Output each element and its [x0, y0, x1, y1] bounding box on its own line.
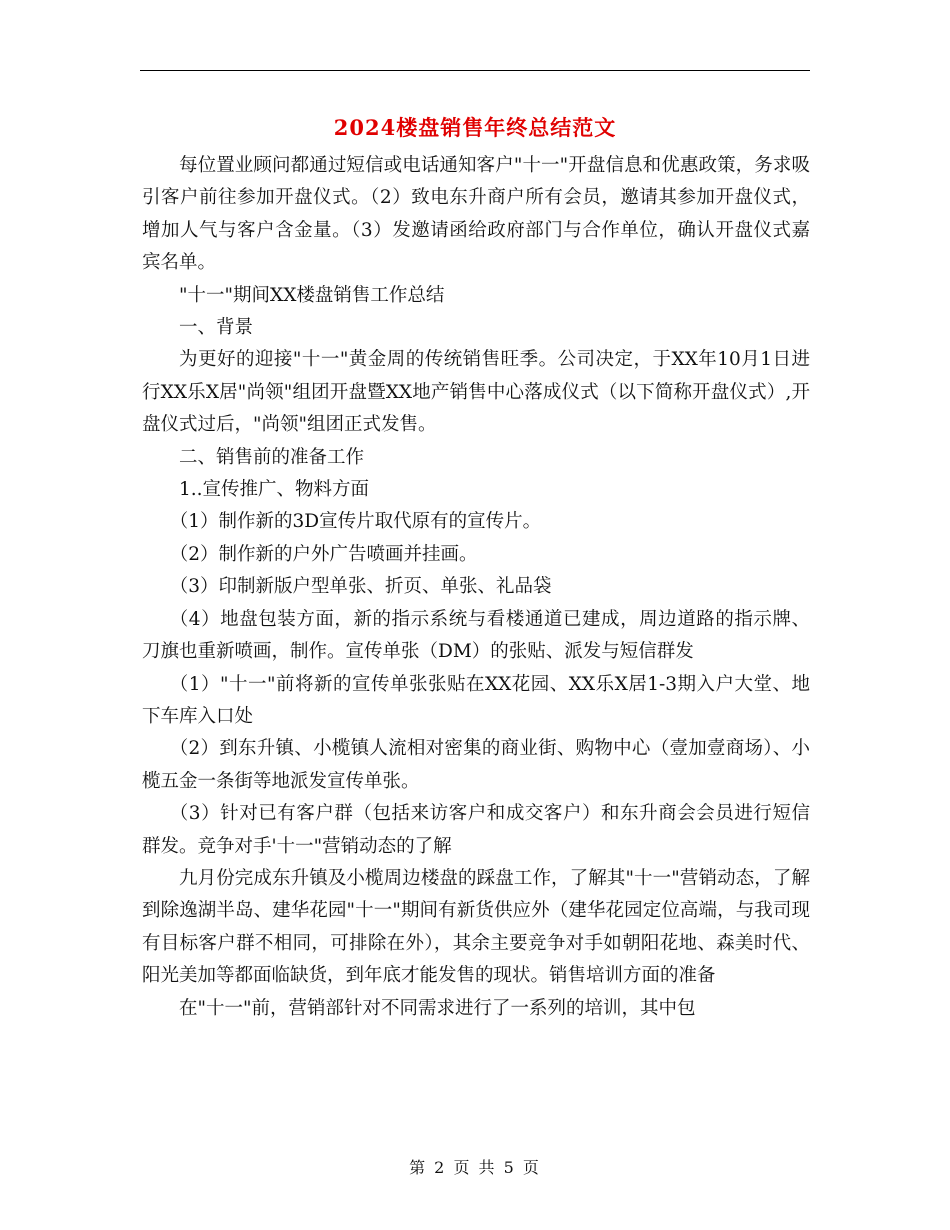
- document-body: [142, 150, 810, 1025]
- paragraph: 每位置业顾问都通过短信或电话通知客户"十一"开盘信息和优惠政策，务求吸引客户前往参加开盘仪式。（2）致电东升商户所有会员，邀请其参加开盘仪式，增加人气与客户含金量。（3）发邀请函给政府部门与合作单位，确认开盘仪式嘉宾名单。: [142, 155, 810, 274]
- page-number: 第 2 页 共 5 页: [409, 1158, 541, 1177]
- paragraph: 为更好的迎接"十一"黄金周的传统销售旺季。公司决定，于XX年10月1日进行XX乐X居"尚领"组团开盘暨XX地产销售中心落成仪式（以下简称开盘仪式）,开盘仪式过后，"尚领"组团正式发售。: [142, 349, 810, 436]
- section-heading: 二、销售前的准备工作: [179, 446, 365, 468]
- header-rule: [140, 70, 810, 71]
- list-item: （3）针对已有客户群（包括来访客户和成交客户）和东升商会会员进行短信群发。竞争对手'十一"营销动态的了解: [142, 803, 810, 857]
- list-item: （2）制作新的户外广告喷画并挂画。: [169, 543, 478, 565]
- document-title: 2024楼盘销售年终总结范文: [333, 115, 617, 140]
- list-item: （3）印制新版户型单张、折页、单张、礼品袋: [169, 576, 552, 598]
- section-heading: 一、背景: [179, 317, 254, 339]
- list-item: （2）到东升镇、小榄镇人流相对密集的商业街、购物中心（壹加壹商场）、小榄五金一条街等地派发宣传单张。: [142, 738, 810, 792]
- paragraph: 在"十一"前，营销部针对不同需求进行了一系列的培训，其中包: [179, 997, 696, 1019]
- paragraph: 九月份完成东升镇及小榄周边楼盘的踩盘工作，了解其"十一"营销动态，了解到除逸湖半岛、建华花园"十一"期间有新货供应外（建华花园定位高端，与我司现有目标客户群不相同，可排除在外），其余主要竞争对手如朝阳花地、森美时代、阳光美加等都面临缺货，到年底才能发售的现状。销售培训方面的准备: [142, 867, 810, 987]
- list-item: （1）"十一"前将新的宣传单张张贴在XX花园、XX乐X居1-3期入户大堂、地下车库入口处: [142, 673, 810, 727]
- list-item: （4）地盘包装方面，新的指示系统与看楼通道已建成，周边道路的指示牌、刀旗也重新喷画，制作。宣传单张（DM）的张贴、派发与短信群发: [142, 608, 810, 663]
- subsection-heading: 1..宣传推广、物料方面: [179, 479, 370, 501]
- paragraph: "十一"期间XX楼盘销售工作总结: [179, 284, 445, 306]
- list-item: （1）制作新的3D宣传片取代原有的宣传片。: [169, 511, 542, 533]
